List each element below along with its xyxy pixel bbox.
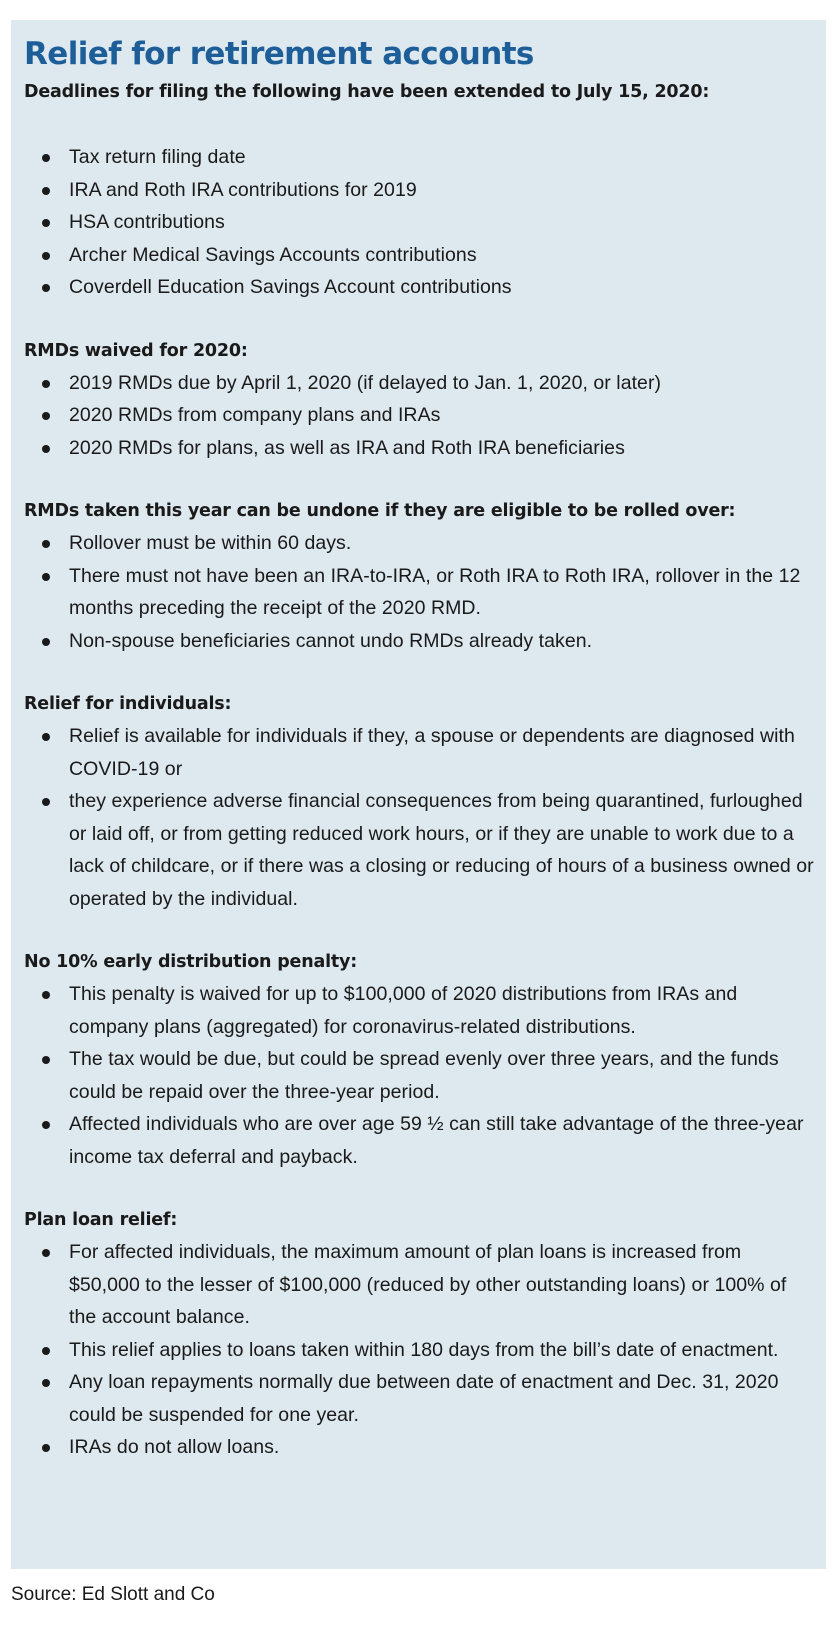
bullet-icon	[42, 1444, 50, 1452]
section-heading: Deadlines for filing the following have been extended to July 15, 2020:	[24, 82, 710, 102]
bullet-icon	[42, 1379, 50, 1387]
bullet-icon	[42, 1121, 50, 1129]
bullet-icon	[42, 1056, 50, 1064]
info-panel	[11, 20, 826, 1569]
bullet-icon	[42, 412, 50, 420]
list-item: For affected individuals, the maximum amount of plan loans is increased from $50,000 to the lesser of $100,000 (reduced by other outstanding loans) or 100% of the account balance.	[24, 1236, 814, 1334]
list-item: This relief applies to loans taken within 180 days from the bill’s date of enactment.	[24, 1334, 814, 1367]
list-item: The tax would be due, but could be spread evenly over three years, and the funds could be repaid over the three-year period.	[24, 1043, 814, 1108]
list-item: Non-spouse beneficiaries cannot undo RMDs already taken.	[24, 625, 814, 658]
bullet-icon	[42, 1347, 50, 1355]
bullet-icon	[42, 187, 50, 195]
section-heading: RMDs waived for 2020:	[24, 340, 248, 361]
list-item: Tax return filing date	[24, 141, 814, 174]
section-deadlines	[24, 76, 814, 304]
bullet-icon	[42, 154, 50, 162]
bullet-list	[24, 527, 814, 657]
section-relief-individuals	[24, 688, 814, 915]
bullet-list	[24, 141, 814, 304]
list-item: Rollover must be within 60 days.	[24, 527, 814, 560]
page-title: Relief for retirement accounts	[24, 36, 534, 72]
bullet-list	[24, 978, 814, 1173]
list-item: Archer Medical Savings Accounts contributions	[24, 239, 814, 272]
section-heading: Relief for individuals:	[24, 694, 232, 714]
section-heading: RMDs taken this year can be undone if they are eligible to be rolled over:	[24, 501, 736, 521]
source-note: Source: Ed Slott and Co	[11, 1584, 215, 1605]
bullet-icon	[42, 733, 50, 741]
bullet-list	[24, 720, 814, 915]
bullet-icon	[42, 798, 50, 806]
list-item: Coverdell Education Savings Account contributions	[24, 271, 814, 304]
bullet-list	[24, 367, 814, 465]
section-plan-loan-relief	[24, 1204, 814, 1464]
list-item: IRAs do not allow loans.	[24, 1431, 814, 1464]
bullet-icon	[42, 573, 50, 581]
section-rmds-waived	[24, 335, 814, 465]
bullet-icon	[42, 380, 50, 388]
list-item: Relief is available for individuals if they, a spouse or dependents are diagnosed with COVID-19 or	[24, 720, 814, 785]
list-item: they experience adverse financial consequences from being quarantined, furloughed or laid off, or from getting reduced work hours, or if they are unable to work due to a lack of childcare, or if there was a closing or reducing of hours of a business owned or operated by the individual.	[24, 785, 814, 915]
list-item: 2019 RMDs due by April 1, 2020 (if delayed to Jan. 1, 2020, or later)	[24, 367, 814, 400]
section-no-penalty	[24, 946, 814, 1173]
list-item: There must not have been an IRA-to-IRA, or Roth IRA to Roth IRA, rollover in the 12 months preceding the receipt of the 2020 RMD.	[24, 560, 814, 625]
bullet-list	[24, 1236, 814, 1464]
list-item: This penalty is waived for up to $100,000 of 2020 distributions from IRAs and company plans (aggregated) for coronavirus-related distributions.	[24, 978, 814, 1043]
bullet-icon	[42, 1249, 50, 1257]
list-item: IRA and Roth IRA contributions for 2019	[24, 174, 814, 207]
bullet-icon	[42, 638, 50, 646]
section-heading: No 10% early distribution penalty:	[24, 952, 358, 972]
bullet-icon	[42, 991, 50, 999]
list-item: 2020 RMDs from company plans and IRAs	[24, 399, 814, 432]
bullet-icon	[42, 252, 50, 260]
list-item: Affected individuals who are over age 59 ½ can still take advantage of the three-year income tax deferral and payback.	[24, 1108, 814, 1173]
section-heading: Plan loan relief:	[24, 1210, 178, 1230]
bullet-icon	[42, 445, 50, 453]
list-item: HSA contributions	[24, 206, 814, 239]
bullet-icon	[42, 219, 50, 227]
list-item: Any loan repayments normally due between date of enactment and Dec. 31, 2020 could be suspended for one year.	[24, 1366, 814, 1431]
list-item: 2020 RMDs for plans, as well as IRA and Roth IRA beneficiaries	[24, 432, 814, 465]
bullet-icon	[42, 284, 50, 292]
bullet-icon	[42, 540, 50, 548]
section-rmds-undone	[24, 495, 814, 657]
